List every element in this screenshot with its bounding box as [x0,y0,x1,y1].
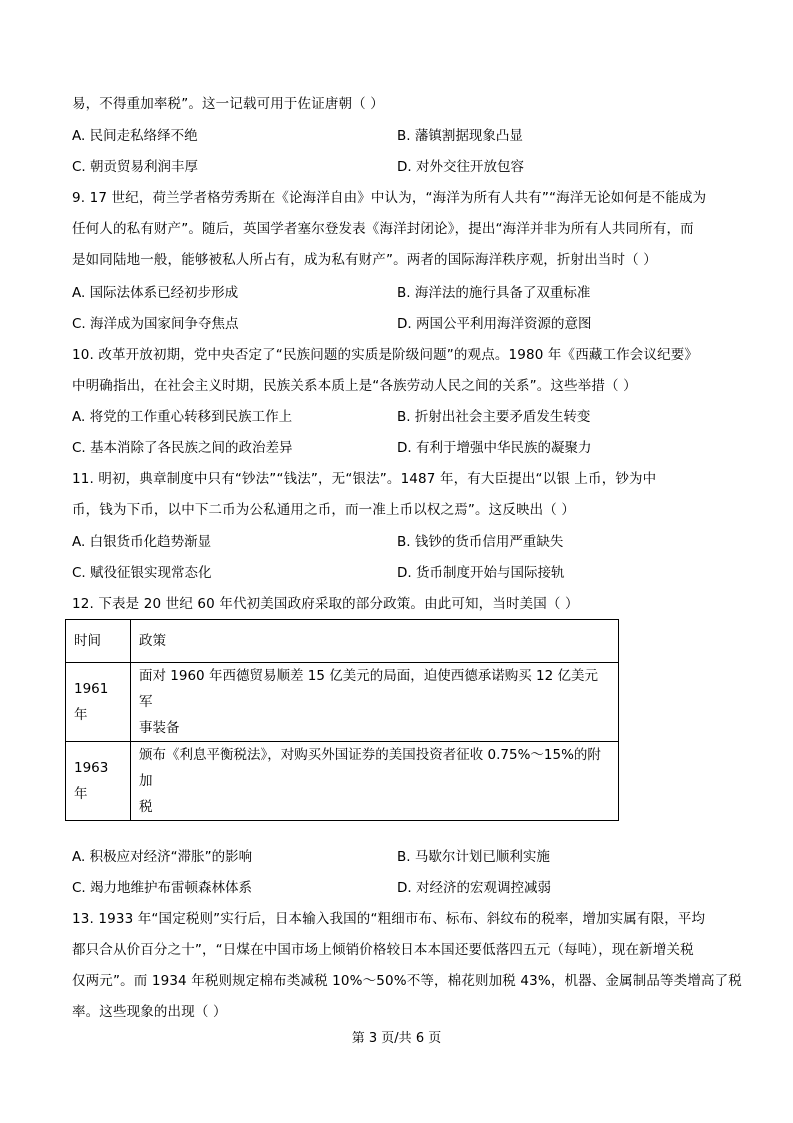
option-a[interactable]: A. 民间走私络绎不绝 [72,128,198,144]
question-9-text: 9. 17 世纪，荷兰学者格劳秀斯在《论海洋自由》中认为，“海洋为所有人共有”“海洋无论如何是不能成为 [72,190,707,206]
question-11-text: 11. 明初，典章制度中只有“钞法”“钱法”，无“银法”。1487 年，有大臣提出“以银 上币，钞为中 [72,471,657,487]
option-b[interactable]: B. 钱钞的货币信用严重缺失 [397,534,564,550]
option-b[interactable]: B. 马歇尔计划已顺利实施 [397,849,550,865]
option-d[interactable]: D. 对外交往开放包容 [397,159,524,175]
table-row [66,742,619,821]
option-b[interactable]: B. 藩镇割据现象凸显 [397,128,523,144]
option-d[interactable]: D. 有利于增强中华民族的凝聚力 [397,440,592,456]
policy-text: 颁布《利息平衡税法》，对购买外国证券的美国投资者征收 0.75%～15%的附加 [139,747,601,789]
table-cell-time: 1961 年 [66,663,131,742]
options-row [72,408,732,426]
question-10-text: 中明确指出，在社会主义时期，民族关系本质上是“各族劳动人民之间的关系”。这些举措（ ） [72,378,637,394]
question-text: 易，不得重加率税”。这一记载可用于佐证唐朝（ ） [72,96,384,112]
options-row [72,284,732,302]
table-cell-policy [131,663,619,742]
options-row [72,158,732,176]
options-row [72,439,732,457]
table-header-policy: 政策 [131,620,619,663]
question-10-text: 10. 改革开放初期，党中央否定了“民族问题的实质是阶级问题”的观点。1980 年《西藏工作会议纪要》 [72,347,699,363]
options-row [72,533,732,551]
option-b[interactable]: B. 折射出社会主要矛盾发生转变 [397,409,591,425]
table-cell-policy [131,742,619,821]
policy-text: 事装备 [139,720,180,736]
table-row [66,663,619,742]
option-b[interactable]: B. 海洋法的施行具备了双重标准 [397,285,591,301]
policy-table [65,619,619,821]
options-row [72,879,732,897]
page-footer: 第 3 页/共 6 页 [351,1031,442,1046]
option-a[interactable]: A. 将党的工作重心转移到民族工作上 [72,409,293,425]
option-c[interactable]: C. 朝贡贸易利润丰厚 [72,159,199,175]
question-12-text: 12. 下表是 20 世纪 60 年代初美国政府采取的部分政策。由此可知，当时美国（ ） [72,596,579,612]
policy-text: 面对 1960 年西德贸易顺差 15 亿美元的局面，迫使西德承诺购买 12 亿美元军 [139,668,598,710]
options-row [72,564,732,582]
question-13-text: 率。这些现象的出现（ ） [72,1004,227,1020]
options-row [72,848,732,866]
options-row [72,127,732,145]
option-c[interactable]: C. 竭力地维护布雷顿森林体系 [72,880,253,896]
question-9-text: 是如同陆地一般，能够被私人所占有，成为私有财产”。两者的国际海洋秩序观，折射出当时（ ） [72,252,657,268]
option-d[interactable]: D. 两国公平利用海洋资源的意图 [397,316,592,332]
option-c[interactable]: C. 基本消除了各民族之间的政治差异 [72,440,293,456]
table-header-time: 时间 [66,620,131,663]
option-a[interactable]: A. 积极应对经济“滞胀”的影响 [72,849,253,865]
option-c[interactable]: C. 赋役征银实现常态化 [72,565,212,581]
question-11-text: 币，钱为下币，以中下二币为公私通用之币，而一准上币以权之焉”。这反映出（ ） [72,502,575,518]
option-a[interactable]: A. 国际法体系已经初步形成 [72,285,239,301]
option-c[interactable]: C. 海洋成为国家间争夺焦点 [72,316,239,332]
question-9-text: 任何人的私有财产”。随后，英国学者塞尔登发表《海洋封闭论》，提出“海洋并非为所有人共同所有，而 [72,221,694,237]
table-cell-time: 1963 年 [66,742,131,821]
option-d[interactable]: D. 货币制度开始与国际接轨 [397,565,565,581]
table-header-row [66,620,619,663]
question-13-text: 13. 1933 年“国定税则”实行后，日本输入我国的“粗细市布、标布、斜纹布的税率，增加实属有限，平均 [72,911,706,927]
option-d[interactable]: D. 对经济的宏观调控减弱 [397,880,551,896]
option-a[interactable]: A. 白银货币化趋势渐显 [72,534,212,550]
options-row [72,315,732,333]
question-13-text: 仅两元”。而 1934 年税则规定棉布类减税 10%～50%不等，棉花则加税 43%，机器、金属制品等类增高了税 [72,973,742,989]
policy-text: 税 [139,799,153,815]
question-13-text: 都只合从价百分之十”，“日煤在中国市场上倾销价格较日本本国还要低落四五元（每吨），现在新增关税 [72,942,694,958]
